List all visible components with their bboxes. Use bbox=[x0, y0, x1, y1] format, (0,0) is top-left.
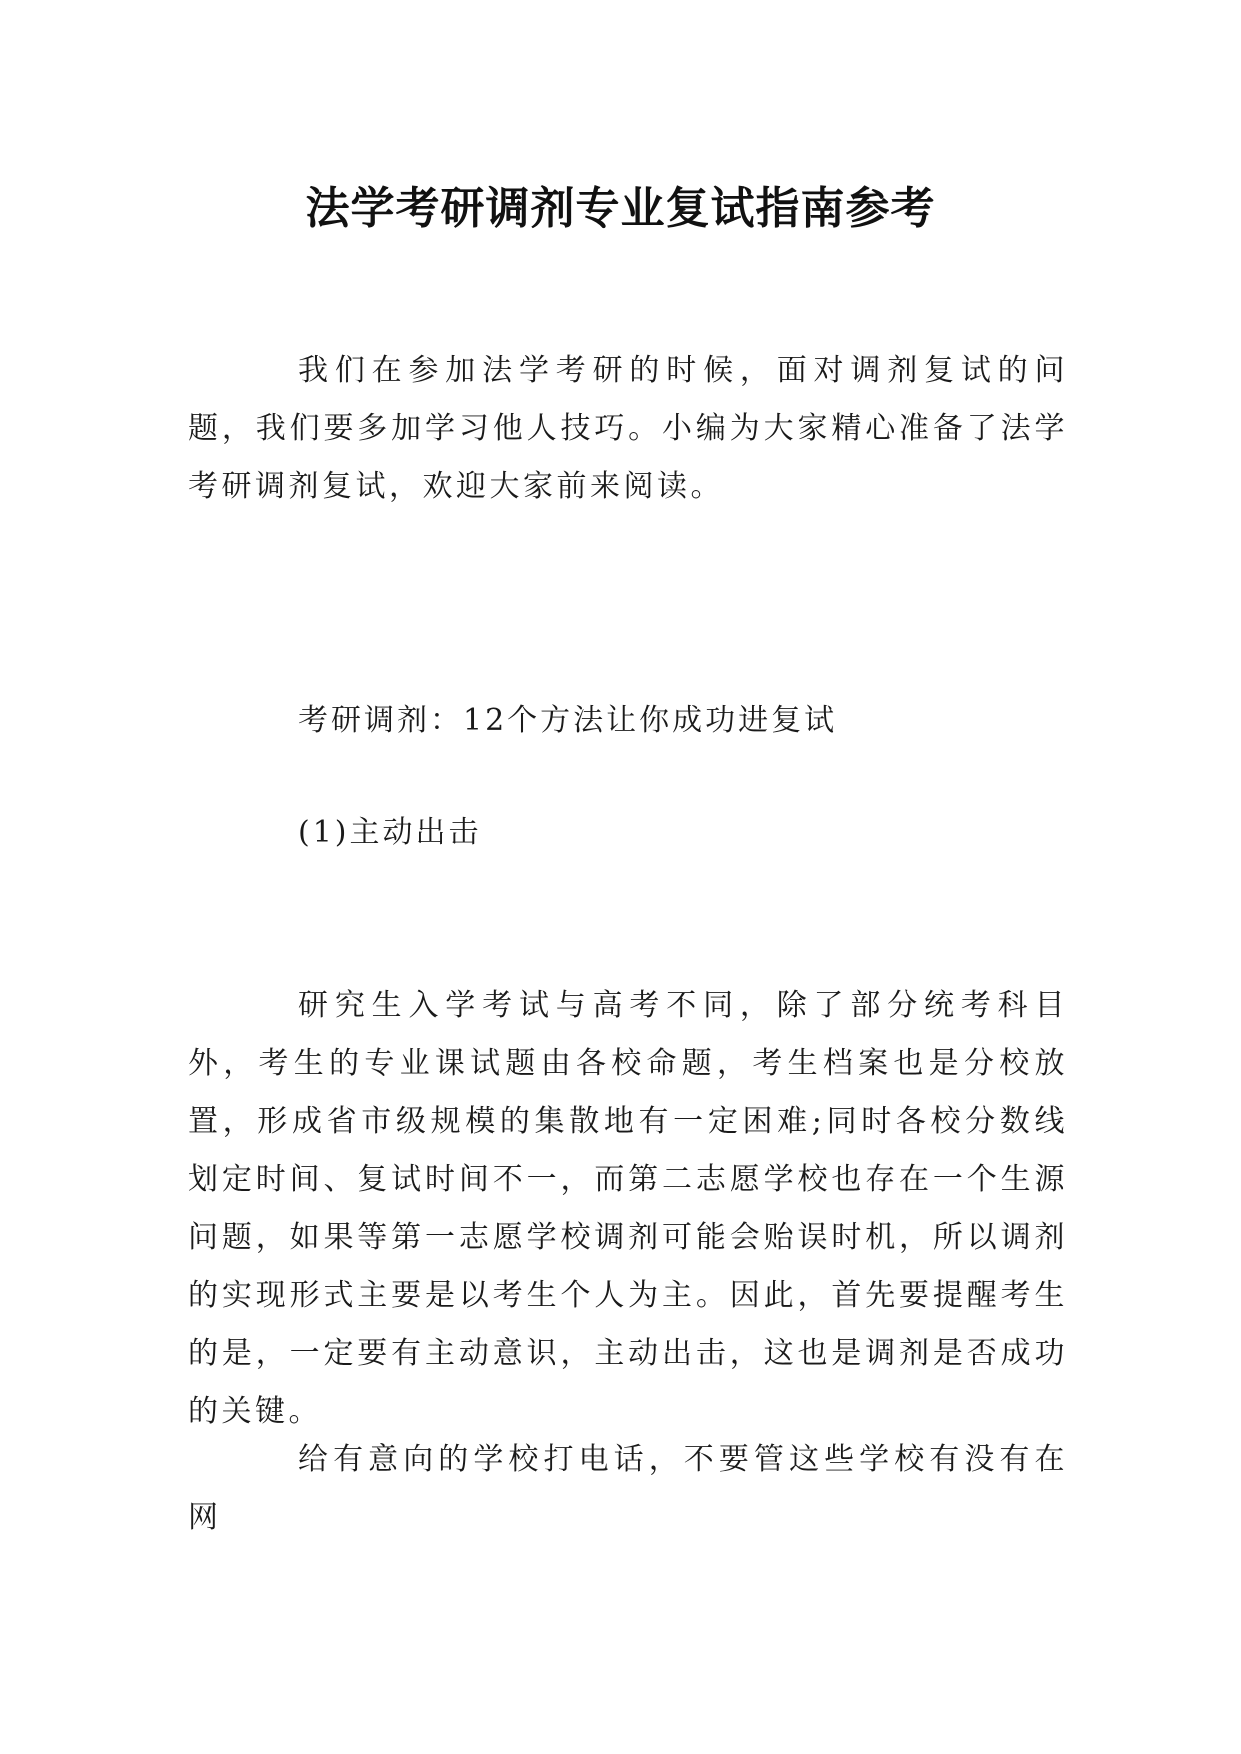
list-item-heading: (1)主动出击 bbox=[298, 815, 482, 850]
document-title: 法学考研调剂专业复试指南参考 bbox=[305, 183, 936, 235]
section-heading: 考研调剂：12个方法让你成功进复试 bbox=[298, 703, 838, 738]
body-paragraph-continued: 给有意向的学校打电话，不要管这些学校有没有在网 bbox=[188, 1442, 1068, 1535]
body-paragraph: 研究生入学考试与高考不同，除了部分统考科目外，考生的专业课试题由各校命题，考生档案也是分校放置，形成省市级规模的集散地有一定困难;同时各校分数线划定时间、复试时间不一，而第二志愿学校也存在一个生源问题，如果等第一志愿学校调剂可能会贻误时机，所以调剂的实现形式主要是以考生个人为主。因此，首先要提醒考生的是，一定要有主动意识，主动出击，这也是调剂是否成功的关键。 bbox=[188, 988, 1068, 1429]
intro-paragraph: 我们在参加法学考研的时候，面对调剂复试的问题，我们要多加学习他人技巧。小编为大家精心准备了法学考研调剂复试，欢迎大家前来阅读。 bbox=[188, 353, 1068, 504]
